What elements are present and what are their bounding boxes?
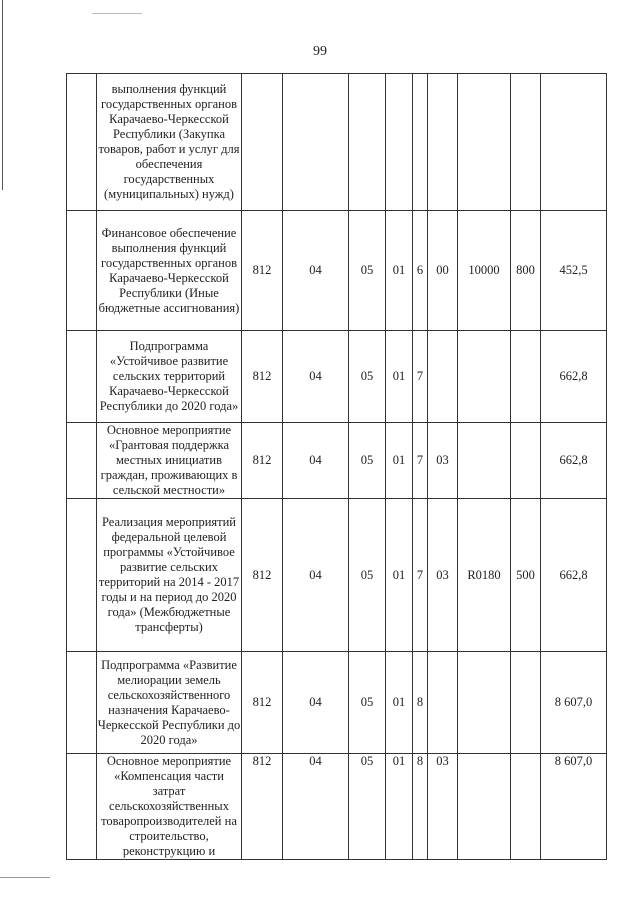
program-code: 01 (386, 754, 413, 860)
table-row (67, 211, 607, 331)
subsection-code: 05 (349, 652, 386, 754)
direction-code: R0180 (458, 499, 511, 652)
amount: 8 607,0 (541, 652, 607, 754)
subsection-code: 05 (349, 754, 386, 860)
subsection-code: 05 (349, 211, 386, 331)
program-code: 01 (386, 423, 413, 499)
direction-code (458, 331, 511, 423)
table-row (67, 423, 607, 499)
program-code: 01 (386, 652, 413, 754)
direction-code (458, 652, 511, 754)
direction-code (458, 423, 511, 499)
event-code: 00 (428, 211, 458, 331)
direction-code: 10000 (458, 211, 511, 331)
event-code: 03 (428, 499, 458, 652)
expense-type-code: 800 (511, 211, 541, 331)
table-row (67, 74, 607, 211)
blank-cell (67, 211, 97, 331)
row-name: Подпрограмма «Устойчивое развитие сельских территорий Карачаево-Черкесской Республики до 2020 года» (97, 331, 242, 423)
event-code (428, 331, 458, 423)
subprogram-code: 7 (413, 331, 428, 423)
row-name: Основное мероприятие «Грантовая поддержка местных инициатив граждан, проживающих в сельской местности» (97, 423, 242, 499)
subprogram-code (413, 74, 428, 211)
subsection-code: 05 (349, 331, 386, 423)
event-code: 03 (428, 423, 458, 499)
program-code: 01 (386, 331, 413, 423)
ministry-code: 812 (242, 652, 283, 754)
direction-code (458, 74, 511, 211)
ministry-code (242, 74, 283, 211)
blank-cell (67, 331, 97, 423)
blank-cell (67, 423, 97, 499)
event-code (428, 74, 458, 211)
table-row (67, 499, 607, 652)
section-code: 04 (283, 499, 349, 652)
row-name: Подпрограмма «Развитие мелиорации земель сельскохозяйственного назначения Карачаево-Черкесской Республики до 2020 года» (97, 652, 242, 754)
expense-type-code (511, 754, 541, 860)
blank-cell (67, 499, 97, 652)
blank-cell (67, 754, 97, 860)
subprogram-code: 6 (413, 211, 428, 331)
event-code: 03 (428, 754, 458, 860)
ministry-code: 812 (242, 211, 283, 331)
blank-cell (67, 652, 97, 754)
subsection-code: 05 (349, 423, 386, 499)
amount: 662,8 (541, 331, 607, 423)
program-code: 01 (386, 211, 413, 331)
expense-type-code (511, 652, 541, 754)
ministry-code: 812 (242, 499, 283, 652)
table-row (67, 331, 607, 423)
blank-cell (67, 74, 97, 211)
page-number: 99 (313, 44, 327, 59)
subsection-code: 05 (349, 499, 386, 652)
table-row (67, 652, 607, 754)
subprogram-code: 8 (413, 652, 428, 754)
row-name: Основное мероприятие «Компенсация части затрат сельскохозяйственных товаропроизводителей на строительство, реконструкцию и (97, 754, 242, 860)
section-code: 04 (283, 331, 349, 423)
amount: 662,8 (541, 423, 607, 499)
ministry-code: 812 (242, 754, 283, 860)
amount: 8 607,0 (541, 754, 607, 860)
section-code: 04 (283, 754, 349, 860)
margin-rule (2, 0, 3, 190)
footer-rule (0, 877, 50, 878)
section-code: 04 (283, 652, 349, 754)
direction-code (458, 754, 511, 860)
row-name: Реализация мероприятий федеральной целевой программы «Устойчивое развитие сельских территорий на 2014 - 2017 годы и на период до 2020 года» (Межбюджетные трансферты) (97, 499, 242, 652)
program-code: 01 (386, 499, 413, 652)
amount: 662,8 (541, 499, 607, 652)
subprogram-code: 7 (413, 423, 428, 499)
expense-type-code (511, 423, 541, 499)
row-name: Финансовое обеспечение выполнения функций государственных органов Карачаево-Черкесской Республики (Иные бюджетные ассигнования) (97, 211, 242, 331)
expense-type-code (511, 331, 541, 423)
section-code: 04 (283, 211, 349, 331)
scan-mark (92, 13, 142, 14)
section-code (283, 74, 349, 211)
amount (541, 74, 607, 211)
event-code (428, 652, 458, 754)
expense-type-code (511, 74, 541, 211)
ministry-code: 812 (242, 423, 283, 499)
expense-type-code: 500 (511, 499, 541, 652)
table-row (67, 754, 607, 860)
subprogram-code: 8 (413, 754, 428, 860)
amount: 452,5 (541, 211, 607, 331)
budget-table (66, 73, 607, 860)
subsection-code (349, 74, 386, 211)
section-code: 04 (283, 423, 349, 499)
subprogram-code: 7 (413, 499, 428, 652)
program-code (386, 74, 413, 211)
row-name: выполнения функций государственных органов Карачаево-Черкесской Республики (Закупка товаров, работ и услуг для обеспечения государственных (муниципальных) нужд) (97, 74, 242, 211)
ministry-code: 812 (242, 331, 283, 423)
